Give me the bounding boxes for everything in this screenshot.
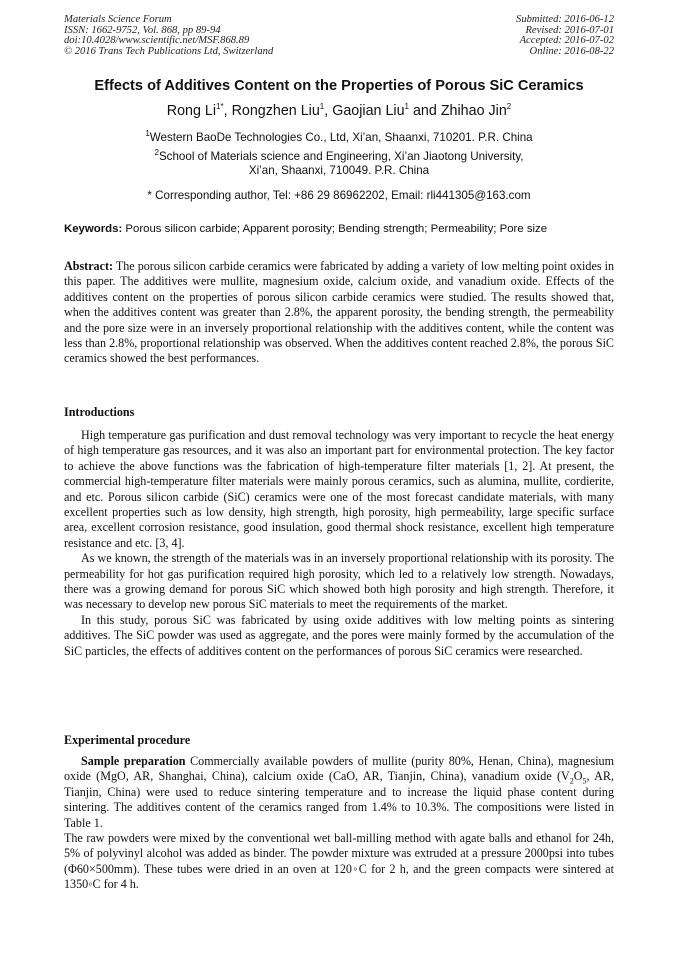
abstract-label: Abstract: bbox=[64, 259, 114, 273]
affiliation-2 bbox=[40, 150, 638, 178]
author-separator: , bbox=[324, 103, 333, 119]
experimental-section bbox=[64, 754, 614, 893]
accepted-date: Accepted: 2016-07-02 bbox=[519, 35, 614, 47]
author-and: and bbox=[409, 103, 441, 119]
introduction-section bbox=[64, 428, 614, 659]
paragraph: In this study, porous SiC was fabricated by using oxide additives with low melting points as sintering additives. The SiC powder was used as aggregate, and the pores were mainly formed by the accumulation of the SiC particles, the effects of additives content on the performances of porous SiC ceramics were researched. bbox=[64, 612, 614, 658]
abstract bbox=[64, 259, 614, 367]
online-date: Online: 2016-08-22 bbox=[529, 45, 614, 57]
copyright-line: © 2016 Trans Tech Publications Ltd, Switzerland bbox=[64, 45, 274, 57]
issn-line: ISSN: 1662-9752, Vol. 868, pp 89-94 bbox=[64, 24, 221, 36]
submitted-date: Submitted: 2016-06-12 bbox=[516, 14, 614, 25]
corresponding-author: * Corresponding author, Tel: +86 29 86962202, Email: rli441305@163.com bbox=[147, 189, 531, 202]
author-name: Rong Li bbox=[166, 103, 217, 119]
corresponding-mark: * bbox=[220, 102, 224, 112]
abstract-text: The porous silicon carbide ceramics were fabricated by adding a variety of low melting point oxides in this paper. The additives were mullite, magnesium oxide, calcium oxide, and vanadium oxide. Effects of the additives content on the properties of porous silicon carbide ceramics were studied. The results showed that, when the additives content was greater than 2.8%, the apparent porosity, the bending strength, the permeability and the pore size were in an inversely proportional relationship with the additives content, while the content was less than 2.8%, proportional relationship was observed. When the additives content reached 2.8%, the porous SiC ceramics showed the best performances. bbox=[64, 259, 614, 366]
section-heading-experimental: Experimental procedure bbox=[64, 733, 191, 747]
keywords-text: Porous silicon carbide; Apparent porosity; Bending strength; Permeability; Pore size bbox=[122, 223, 548, 235]
doi-line: doi:10.4028/www.scientific.net/MSF.868.89 bbox=[64, 35, 250, 47]
keywords-label: Keywords: bbox=[64, 223, 123, 235]
journal-name: Materials Science Forum bbox=[64, 14, 172, 25]
keywords bbox=[64, 223, 624, 235]
paper-title: Effects of Additives Content on the Properties of Porous SiC Ceramics bbox=[94, 78, 584, 94]
paragraph: Sample preparation Commercially available powders of mullite (purity 80%, Henan, China), magnesium oxide (MgO, AR, Shanghai, China), calcium oxide (CaO, AR, Tianjin, China), vanadium oxide ($V_2O_5$, AR, Tianjin, China) were used to reduce sintering temperature and to increase the liquid phase content during sintering. The additives content of the ceramics ranged from 1.4% to 10.3%. The compositions were listed in Table 1. bbox=[64, 754, 615, 830]
author-affil-sup: 1 bbox=[216, 102, 221, 112]
author-name: Rongzhen Liu bbox=[231, 103, 320, 119]
author-name: Zhihao Jin bbox=[440, 103, 507, 119]
author-separator: , bbox=[223, 103, 232, 119]
paragraph: As we known, the strength of the materials was in an inversely proportional relationship with its porosity. The permeability for hot gas purification required high porosity, which led to a relatively low strength. Nowadays, there was a growing demand for porous SiC which showed both high porosity and high strength. Therefore, it was necessary to develop new porous SiC materials to meet the requirements of the market. bbox=[64, 551, 614, 612]
section-heading-introduction: Introductions bbox=[64, 405, 135, 419]
affil-text: Western BaoDe Technologies Co., Ltd, Xi’an, Shaanxi, 710201. P.R. China bbox=[149, 131, 533, 144]
journal-info bbox=[64, 15, 273, 57]
author-affil-sup: 2 bbox=[506, 102, 512, 112]
paragraph: The raw powders were mixed by the conventional wet ball-milling method with agate balls and ethanol for 24h, 5% of polyvinyl alcohol was added as binder. The powder mixture was extruded at a pressure 2000psi into tubes (Φ60×500mm). These tubes were dried in an oven at 120◦C for 2 h, and the green compacts were sintered at 1350◦C for 4 h. bbox=[64, 831, 614, 892]
date-info bbox=[516, 15, 614, 57]
affil-text-line2: Xi’an, Shaanxi, 710049. P.R. China bbox=[248, 164, 430, 177]
affil-text: School of Materials science and Engineering, Xi’an Jiaotong University, bbox=[158, 150, 524, 163]
author-list bbox=[40, 103, 638, 119]
affil-sup: 1 bbox=[145, 129, 150, 139]
author-affil-sup: 1 bbox=[319, 102, 325, 112]
affil-sup: 2 bbox=[154, 148, 159, 158]
revised-date: Revised: 2016-07-01 bbox=[525, 24, 614, 36]
subsection-label: Sample preparation bbox=[81, 754, 186, 768]
paragraph: High temperature gas purification and dust removal technology was very important to recycle the heat energy of high temperature gas resources, and it was also an important part for environmental protection. The key factor to achieve the above functions was the fabrication of high-temperature filter materials [1, 2]. At present, the commercial high-temperature filter materials were mainly porous ceramics, such as alumina, mullite, cordierite, and etc. Porous silicon carbide (SiC) ceramics were one of the most forecast candidate materials, with many excellent properties such as low density, high strength, high porosity, high permeability, large specific surface area, excellent corrosion resistance, good insulation, good thermal shock resistance, excellent high temperature resistance and etc. [3, 4]. bbox=[64, 428, 614, 550]
affiliation-1 bbox=[40, 131, 638, 145]
author-affil-sup: 1 bbox=[404, 102, 409, 112]
author-name: Gaojian Liu bbox=[332, 103, 405, 119]
